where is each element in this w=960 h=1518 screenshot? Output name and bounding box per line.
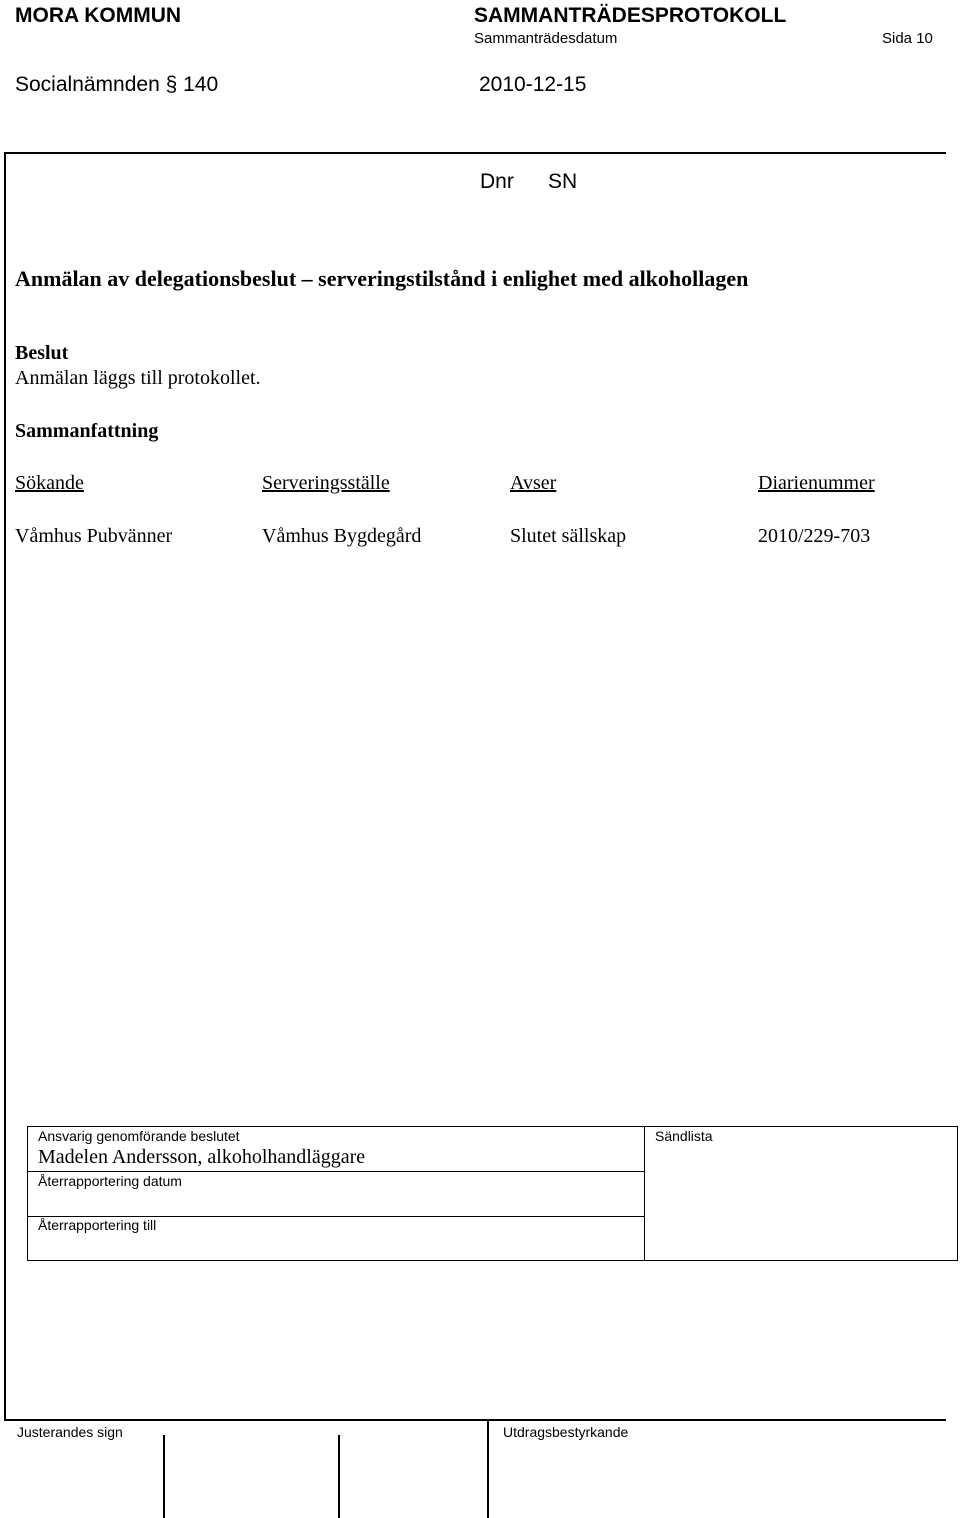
cell-concerns: Slutet sällskap — [510, 525, 627, 547]
distribution-cell — [644, 1126, 958, 1261]
organization-name: MORA KOMMUN — [15, 4, 182, 27]
signature-divider — [338, 1435, 340, 1518]
frame-top-rule — [4, 152, 946, 154]
cell-venue: Våmhus Bygdegård — [262, 525, 422, 547]
summary-heading: Sammanfattning — [15, 420, 159, 442]
dnr-label: Dnr — [480, 170, 514, 193]
page-number: Sida 10 — [882, 30, 933, 47]
frame-bottom-rule — [4, 1419, 946, 1421]
signature-divider — [487, 1421, 489, 1518]
signature-divider — [163, 1435, 165, 1518]
meeting-date-label: Sammanträdesdatum — [474, 30, 618, 47]
cell-registry-number: 2010/229-703 — [758, 525, 871, 547]
meeting-date: 2010-12-15 — [479, 73, 587, 96]
item-title: Anmälan av delegationsbeslut – serveringstilstånd i enlighet med alkohollagen — [15, 266, 749, 291]
responsible-value: Madelen Andersson, alkoholhandläggare — [38, 1146, 366, 1168]
decision-heading: Beslut — [15, 342, 69, 364]
column-header-venue: Serveringsställe — [262, 472, 390, 494]
document-type: SAMMANTRÄDESPROTOKOLL — [474, 4, 787, 27]
committee-paragraph: Socialnämnden § 140 — [15, 73, 219, 96]
extract-certifier-label: Utdragsbestyrkande — [503, 1424, 629, 1440]
cell-applicant: Våmhus Pubvänner — [15, 525, 173, 547]
distribution-label: Sändlista — [655, 1128, 713, 1144]
dnr-value: SN — [548, 170, 578, 193]
report-to-label: Återrapportering till — [38, 1217, 157, 1233]
frame-left-rule — [4, 152, 6, 1420]
adjuster-sign-label: Justerandes sign — [17, 1424, 123, 1440]
decision-text: Anmälan läggs till protokollet. — [15, 367, 261, 389]
responsible-label: Ansvarig genomförande beslutet — [38, 1128, 240, 1144]
column-header-applicant: Sökande — [15, 472, 84, 494]
report-date-label: Återrapportering datum — [38, 1173, 182, 1189]
column-header-registry-number: Diarienummer — [758, 472, 875, 494]
column-header-concerns: Avser — [510, 472, 557, 494]
